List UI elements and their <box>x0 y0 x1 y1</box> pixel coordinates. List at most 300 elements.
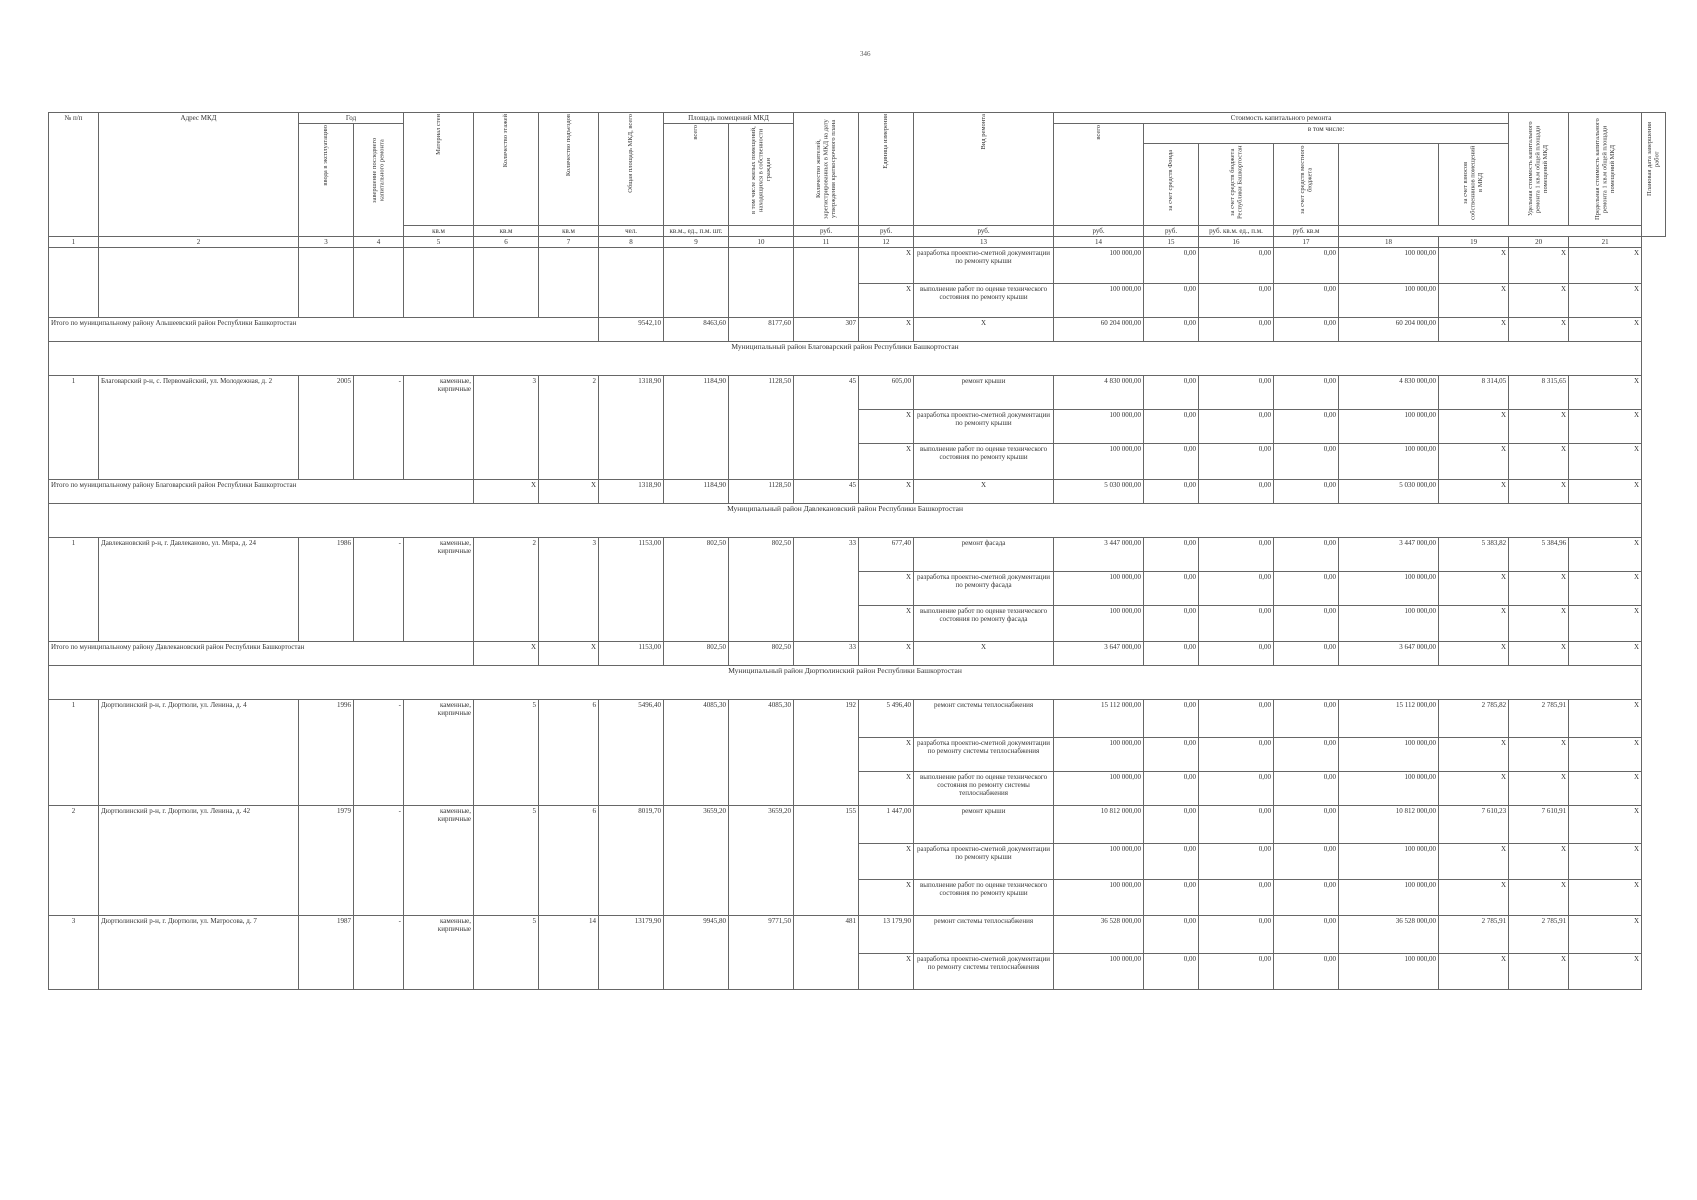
cost-local: 0,00 <box>1274 954 1339 990</box>
cost-fund: 0,00 <box>1144 572 1199 606</box>
x-mark: X <box>1439 444 1509 480</box>
total-area: 8019,70 <box>599 806 664 916</box>
total-row-alsheevsky <box>49 318 1666 342</box>
colnum: 8 <box>599 237 664 248</box>
cost-local: 0,00 <box>1274 410 1339 444</box>
unit-15: руб. <box>859 226 914 237</box>
colnum: 10 <box>729 237 794 248</box>
wall-material: каменные, кирпичные <box>404 538 474 642</box>
unit-value: 677,40 <box>859 538 914 572</box>
x-mark: X <box>1569 606 1642 642</box>
cost-rb: 0,00 <box>1199 318 1274 342</box>
cost-local: 0,00 <box>1274 480 1339 504</box>
area-all: 9945,80 <box>664 916 729 990</box>
cost-rb: 0,00 <box>1199 880 1274 916</box>
colnum: 7 <box>539 237 599 248</box>
hdr-year-last: завершение последнего капитального ремонта <box>371 137 386 203</box>
cost-fund: 0,00 <box>1144 772 1199 806</box>
row-num: 2 <box>49 806 99 916</box>
cost-rb: 0,00 <box>1199 284 1274 318</box>
colnum: 15 <box>1144 237 1199 248</box>
x-mark: X <box>914 642 1054 666</box>
x-mark: X <box>1509 480 1569 504</box>
area-resid: 9771,50 <box>729 916 794 990</box>
cost-total: 60 204 000,00 <box>1054 318 1144 342</box>
work-type: выполнение работ по оценке технического состояния по ремонту крыши <box>914 880 1054 916</box>
year: 1979 <box>299 806 354 916</box>
cost-rb: 0,00 <box>1199 700 1274 738</box>
work-type: ремонт крыши <box>914 376 1054 410</box>
x-mark: X <box>539 642 599 666</box>
last-repair: - <box>354 806 404 916</box>
row-num: 1 <box>49 538 99 642</box>
cost-owners: 100 000,00 <box>1339 844 1439 880</box>
area-all: 8463,60 <box>664 318 729 342</box>
cost-local: 0,00 <box>1274 248 1339 284</box>
cost-rb: 0,00 <box>1199 480 1274 504</box>
hdr-wall: Материал стен <box>434 114 442 155</box>
spec-cost: 5 383,82 <box>1439 538 1509 572</box>
colnum: 6 <box>474 237 539 248</box>
area-all: 1184,90 <box>664 376 729 480</box>
area-all: 3659,20 <box>664 806 729 916</box>
cost-owners: 36 528 000,00 <box>1339 916 1439 954</box>
colnum: 9 <box>664 237 729 248</box>
cost-rb: 0,00 <box>1199 916 1274 954</box>
hdr-area-all: всего <box>692 125 700 140</box>
cost-local: 0,00 <box>1274 806 1339 844</box>
column-number-row <box>49 237 1666 248</box>
work-type: выполнение работ по оценке технического состояния по ремонту фасада <box>914 606 1054 642</box>
spec-cost: 2 785,82 <box>1439 700 1509 738</box>
x-mark: X <box>859 248 914 284</box>
cost-fund: 0,00 <box>1144 480 1199 504</box>
year: 1986 <box>299 538 354 642</box>
cost-fund: 0,00 <box>1144 738 1199 772</box>
x-mark: X <box>1509 954 1569 990</box>
hdr-residents: Количество жителей, зарегистрированных в МКД на дату утверждения краткосрочного плана <box>814 119 837 219</box>
x-mark: X <box>1569 916 1642 954</box>
x-mark: X <box>1509 738 1569 772</box>
x-mark: X <box>1439 642 1509 666</box>
x-mark: X <box>914 480 1054 504</box>
x-mark: X <box>859 410 914 444</box>
table-row <box>49 376 1666 410</box>
max-cost: 2 785,91 <box>1509 700 1569 738</box>
table-row <box>49 538 1666 572</box>
x-mark: X <box>1509 642 1569 666</box>
cost-owners: 60 204 000,00 <box>1339 318 1439 342</box>
unit-20: руб. кв.м <box>1274 226 1339 237</box>
wall-material: каменные, кирпичные <box>404 806 474 916</box>
cost-local: 0,00 <box>1274 738 1339 772</box>
work-type: выполнение работ по оценке технического состояния по ремонту системы теплоснабжения <box>914 772 1054 806</box>
cost-local: 0,00 <box>1274 916 1339 954</box>
work-type: разработка проектно-сметной документации по ремонту крыши <box>914 410 1054 444</box>
x-mark: X <box>1569 376 1642 410</box>
work-type: разработка проектно-сметной документации по ремонту крыши <box>914 248 1054 284</box>
last-repair: - <box>354 376 404 480</box>
area-all: 802,50 <box>664 538 729 642</box>
x-mark: X <box>859 284 914 318</box>
cost-owners: 100 000,00 <box>1339 248 1439 284</box>
cost-total: 4 830 000,00 <box>1054 376 1144 410</box>
page-number: 346 <box>860 50 871 58</box>
total-area: 1153,00 <box>599 538 664 642</box>
x-mark: X <box>1439 572 1509 606</box>
cost-owners: 100 000,00 <box>1339 284 1439 318</box>
residents: 192 <box>794 700 859 806</box>
section-heading <box>49 342 1666 376</box>
work-type: ремонт системы теплоснабжения <box>914 916 1054 954</box>
x-mark: X <box>1439 954 1509 990</box>
cost-fund: 0,00 <box>1144 318 1199 342</box>
colnum: 3 <box>299 237 354 248</box>
total-label: Итого по муниципальному району Альшеевский район Республики Башкортостан <box>49 318 599 342</box>
cost-fund: 0,00 <box>1144 916 1199 954</box>
x-mark: X <box>1569 880 1642 916</box>
cost-local: 0,00 <box>1274 700 1339 738</box>
cost-fund: 0,00 <box>1144 880 1199 916</box>
cost-total: 10 812 000,00 <box>1054 806 1144 844</box>
x-mark: X <box>1569 318 1642 342</box>
cost-fund: 0,00 <box>1144 248 1199 284</box>
cost-fund: 0,00 <box>1144 444 1199 480</box>
hdr-work: Вид ремонта <box>979 114 987 150</box>
cost-local: 0,00 <box>1274 572 1339 606</box>
floors: 5 <box>474 916 539 990</box>
hdr-floors: Количество этажей <box>502 114 510 168</box>
cost-local: 0,00 <box>1274 318 1339 342</box>
work-type: ремонт крыши <box>914 806 1054 844</box>
x-mark: X <box>1509 284 1569 318</box>
total-label: Итого по муниципальному району Давлекановский район Республики Башкортостан <box>49 642 474 666</box>
x-mark: X <box>859 444 914 480</box>
section-heading <box>49 504 1666 538</box>
cost-fund: 0,00 <box>1144 642 1199 666</box>
cost-owners: 4 830 000,00 <box>1339 376 1439 410</box>
cost-local: 0,00 <box>1274 772 1339 806</box>
x-mark: X <box>1509 844 1569 880</box>
table-row <box>49 806 1666 844</box>
section-title: Муниципальный район Благоварский район Республики Башкортостан <box>49 342 1642 376</box>
x-mark: X <box>859 606 914 642</box>
cost-owners: 15 112 000,00 <box>1339 700 1439 738</box>
x-mark: X <box>859 844 914 880</box>
entrances: 6 <box>539 806 599 916</box>
cost-rb: 0,00 <box>1199 444 1274 480</box>
cost-rb: 0,00 <box>1199 738 1274 772</box>
unit-value: 605,00 <box>859 376 914 410</box>
spec-cost: 7 610,23 <box>1439 806 1509 844</box>
cost-local: 0,00 <box>1274 538 1339 572</box>
unit-12: кв.м., ед., п.м. шт. <box>664 226 729 237</box>
total-row-blagovarsky <box>49 480 1666 504</box>
x-mark: X <box>474 480 539 504</box>
address: Дюртюлинский р-н, г. Дюртюли, ул. Матросова, д. 7 <box>99 916 299 990</box>
x-mark: X <box>1439 480 1509 504</box>
cost-rb: 0,00 <box>1199 376 1274 410</box>
x-mark: X <box>1569 572 1642 606</box>
wall-material: каменные, кирпичные <box>404 700 474 806</box>
unit-11: чел. <box>599 226 664 237</box>
unit-value: 13 179,90 <box>859 916 914 954</box>
section-title: Муниципальный район Давлекановский район Республики Башкортостан <box>49 504 1642 538</box>
cost-total: 100 000,00 <box>1054 738 1144 772</box>
area-resid: 1128,50 <box>729 480 794 504</box>
cost-local: 0,00 <box>1274 880 1339 916</box>
colnum: 19 <box>1439 237 1509 248</box>
area-resid: 3659,20 <box>729 806 794 916</box>
entrances: 14 <box>539 916 599 990</box>
x-mark: X <box>1439 248 1509 284</box>
cost-owners: 100 000,00 <box>1339 606 1439 642</box>
x-mark: X <box>859 642 914 666</box>
colnum: 13 <box>914 237 1054 248</box>
cost-owners: 100 000,00 <box>1339 772 1439 806</box>
max-cost: 5 384,96 <box>1509 538 1569 572</box>
last-repair: - <box>354 538 404 642</box>
entrances: 3 <box>539 538 599 642</box>
colnum: 2 <box>99 237 299 248</box>
work-type: разработка проектно-сметной документации по ремонту фасада <box>914 572 1054 606</box>
repair-plan-table <box>48 112 1666 990</box>
total-row-davlekanovsky <box>49 642 1666 666</box>
area-all: 1184,90 <box>664 480 729 504</box>
x-mark: X <box>859 480 914 504</box>
cost-total: 3 447 000,00 <box>1054 538 1144 572</box>
total-area: 9542,10 <box>599 318 664 342</box>
cost-local: 0,00 <box>1274 284 1339 318</box>
address: Благоварский р-н, с. Первомайский, ул. Молодежная, д. 2 <box>99 376 299 480</box>
cost-total: 100 000,00 <box>1054 444 1144 480</box>
cost-rb: 0,00 <box>1199 642 1274 666</box>
cost-owners: 100 000,00 <box>1339 880 1439 916</box>
cost-owners: 100 000,00 <box>1339 572 1439 606</box>
area-resid: 8177,60 <box>729 318 794 342</box>
hdr-deadline: Плановая дата завершения работ <box>1646 122 1661 196</box>
address: Дюртюлинский р-н, г. Дюртюли, ул. Ленина, д. 42 <box>99 806 299 916</box>
hdr-cost-group: Стоимость капитального ремонта <box>1054 113 1509 124</box>
unit-10: кв.м <box>539 226 599 237</box>
address: Дюртюлинский р-н, г. Дюртюли, ул. Ленина, д. 4 <box>99 700 299 806</box>
x-mark: X <box>859 880 914 916</box>
floors: 5 <box>474 806 539 916</box>
cost-fund: 0,00 <box>1144 376 1199 410</box>
residents: 481 <box>794 916 859 990</box>
hdr-local: за счет средств местного бюджета <box>1298 145 1314 215</box>
work-type: ремонт системы теплоснабжения <box>914 700 1054 738</box>
work-type: разработка проектно-сметной документации по ремонту системы теплоснабжения <box>914 954 1054 990</box>
x-mark: X <box>1509 248 1569 284</box>
total-area: 1318,90 <box>599 376 664 480</box>
unit-value: 1 447,00 <box>859 806 914 844</box>
x-mark: X <box>1439 844 1509 880</box>
colnum: 18 <box>1339 237 1439 248</box>
x-mark: X <box>914 318 1054 342</box>
x-mark: X <box>474 642 539 666</box>
hdr-premises-group: Площадь помещений МКД <box>664 113 794 124</box>
x-mark: X <box>1569 642 1642 666</box>
total-area: 1318,90 <box>599 480 664 504</box>
max-cost: 7 610,91 <box>1509 806 1569 844</box>
unit-8: кв.м <box>404 226 474 237</box>
cost-owners: 10 812 000,00 <box>1339 806 1439 844</box>
cost-owners: 100 000,00 <box>1339 410 1439 444</box>
x-mark: X <box>1439 738 1509 772</box>
cost-total: 15 112 000,00 <box>1054 700 1144 738</box>
x-mark: X <box>539 480 599 504</box>
x-mark: X <box>1569 772 1642 806</box>
x-mark: X <box>859 572 914 606</box>
wall-material: каменные, кирпичные <box>404 376 474 480</box>
table-row <box>49 916 1666 954</box>
work-type: ремонт фасада <box>914 538 1054 572</box>
x-mark: X <box>1569 248 1642 284</box>
cost-total: 100 000,00 <box>1054 772 1144 806</box>
cost-rb: 0,00 <box>1199 954 1274 990</box>
unit-14: руб. <box>794 226 859 237</box>
cost-fund: 0,00 <box>1144 284 1199 318</box>
colnum: 17 <box>1274 237 1339 248</box>
cost-owners: 5 030 000,00 <box>1339 480 1439 504</box>
cost-owners: 3 647 000,00 <box>1339 642 1439 666</box>
year: 1987 <box>299 916 354 990</box>
x-mark: X <box>1569 700 1642 738</box>
total-area: 13179,90 <box>599 916 664 990</box>
cost-local: 0,00 <box>1274 642 1339 666</box>
x-mark: X <box>1439 410 1509 444</box>
hdr-unit: Единица измерения <box>882 114 890 169</box>
last-repair: - <box>354 916 404 990</box>
x-mark: X <box>859 954 914 990</box>
x-mark: X <box>1509 410 1569 444</box>
cost-owners: 3 447 000,00 <box>1339 538 1439 572</box>
cost-local: 0,00 <box>1274 844 1339 880</box>
x-mark: X <box>1509 772 1569 806</box>
cost-rb: 0,00 <box>1199 572 1274 606</box>
max-cost: 8 315,65 <box>1509 376 1569 410</box>
x-mark: X <box>1569 806 1642 844</box>
cost-total: 5 030 000,00 <box>1054 480 1144 504</box>
cost-total: 100 000,00 <box>1054 410 1144 444</box>
hdr-cost-all: всего <box>1094 125 1102 140</box>
row-num: 1 <box>49 376 99 480</box>
hdr-total-area: Общая площадь МКД, всего <box>627 114 635 193</box>
x-mark: X <box>1569 284 1642 318</box>
unit-16: руб. <box>914 226 1054 237</box>
colnum: 1 <box>49 237 99 248</box>
x-mark: X <box>1509 572 1569 606</box>
x-mark: X <box>1439 880 1509 916</box>
table-row <box>49 700 1666 738</box>
work-type: разработка проектно-сметной документации по ремонту системы теплоснабжения <box>914 738 1054 772</box>
unit-9: кв.м <box>474 226 539 237</box>
cost-local: 0,00 <box>1274 444 1339 480</box>
cost-total: 100 000,00 <box>1054 284 1144 318</box>
x-mark: X <box>1439 284 1509 318</box>
entrances: 2 <box>539 376 599 480</box>
area-resid: 4085,30 <box>729 700 794 806</box>
x-mark: X <box>1569 480 1642 504</box>
cost-rb: 0,00 <box>1199 772 1274 806</box>
max-cost: 2 785,91 <box>1509 916 1569 954</box>
colnum: 14 <box>1054 237 1144 248</box>
colnum: 20 <box>1509 237 1569 248</box>
cost-total: 3 647 000,00 <box>1054 642 1144 666</box>
cost-rb: 0,00 <box>1199 806 1274 844</box>
x-mark: X <box>859 738 914 772</box>
cost-total: 36 528 000,00 <box>1054 916 1144 954</box>
header-row-1 <box>49 113 1666 124</box>
hdr-year-group: Год <box>299 113 404 124</box>
hdr-rb: за счет средств бюджета Республики Башкортостан <box>1228 145 1244 220</box>
x-mark: X <box>1569 444 1642 480</box>
cost-fund: 0,00 <box>1144 700 1199 738</box>
x-mark: X <box>1509 318 1569 342</box>
hdr-spec-cost: Удельная стоимость капитального ремонта 1 кв.м общей площади помещений МКД <box>1527 121 1550 217</box>
cost-fund: 0,00 <box>1144 606 1199 642</box>
spec-cost: 8 314,05 <box>1439 376 1509 410</box>
work-type: разработка проектно-сметной документации по ремонту крыши <box>914 844 1054 880</box>
hdr-fund: за счет средств Фонда <box>1167 149 1175 211</box>
total-area: 1153,00 <box>599 642 664 666</box>
work-type: выполнение работ по оценке технического состояния по ремонту крыши <box>914 284 1054 318</box>
x-mark: X <box>1569 844 1642 880</box>
cost-rb: 0,00 <box>1199 410 1274 444</box>
cost-rb: 0,00 <box>1199 248 1274 284</box>
total-label: Итого по муниципальному району Благоварский район Республики Башкортостан <box>49 480 474 504</box>
colnum: 11 <box>794 237 859 248</box>
x-mark: X <box>1439 772 1509 806</box>
year: 1996 <box>299 700 354 806</box>
area-resid: 802,50 <box>729 642 794 666</box>
cost-local: 0,00 <box>1274 606 1339 642</box>
hdr-entrances: Количество подъездов <box>564 114 572 177</box>
cost-rb: 0,00 <box>1199 606 1274 642</box>
residents: 33 <box>794 538 859 642</box>
colnum: 5 <box>404 237 474 248</box>
hdr-address: Адрес МКД <box>99 113 299 237</box>
cost-fund: 0,00 <box>1144 844 1199 880</box>
residents: 45 <box>794 376 859 480</box>
residents: 307 <box>794 318 859 342</box>
colnum: 16 <box>1199 237 1274 248</box>
x-mark: X <box>1509 880 1569 916</box>
row-num: 3 <box>49 916 99 990</box>
row-num: 1 <box>49 700 99 806</box>
x-mark: X <box>859 772 914 806</box>
cost-owners: 100 000,00 <box>1339 738 1439 772</box>
unit-19: руб. кв.м. ед., п.м. <box>1199 226 1274 237</box>
colnum: 4 <box>354 237 404 248</box>
area-all: 802,50 <box>664 642 729 666</box>
hdr-max-cost: Предельная стоимость капитального ремонта 1 кв.м общей площади помещений МКД <box>1593 118 1616 220</box>
cost-rb: 0,00 <box>1199 844 1274 880</box>
x-mark: X <box>1569 954 1642 990</box>
cost-rb: 0,00 <box>1199 538 1274 572</box>
cost-owners: 100 000,00 <box>1339 444 1439 480</box>
cost-local: 0,00 <box>1274 376 1339 410</box>
total-area: 5496,40 <box>599 700 664 806</box>
colnum: 12 <box>859 237 914 248</box>
cost-total: 100 000,00 <box>1054 572 1144 606</box>
unit-18: руб. <box>1144 226 1199 237</box>
residents: 33 <box>794 642 859 666</box>
cost-owners: 100 000,00 <box>1339 954 1439 990</box>
address: Давлекановский р-н, г. Давлеканово, ул. Мира, д. 24 <box>99 538 299 642</box>
cost-total: 100 000,00 <box>1054 248 1144 284</box>
